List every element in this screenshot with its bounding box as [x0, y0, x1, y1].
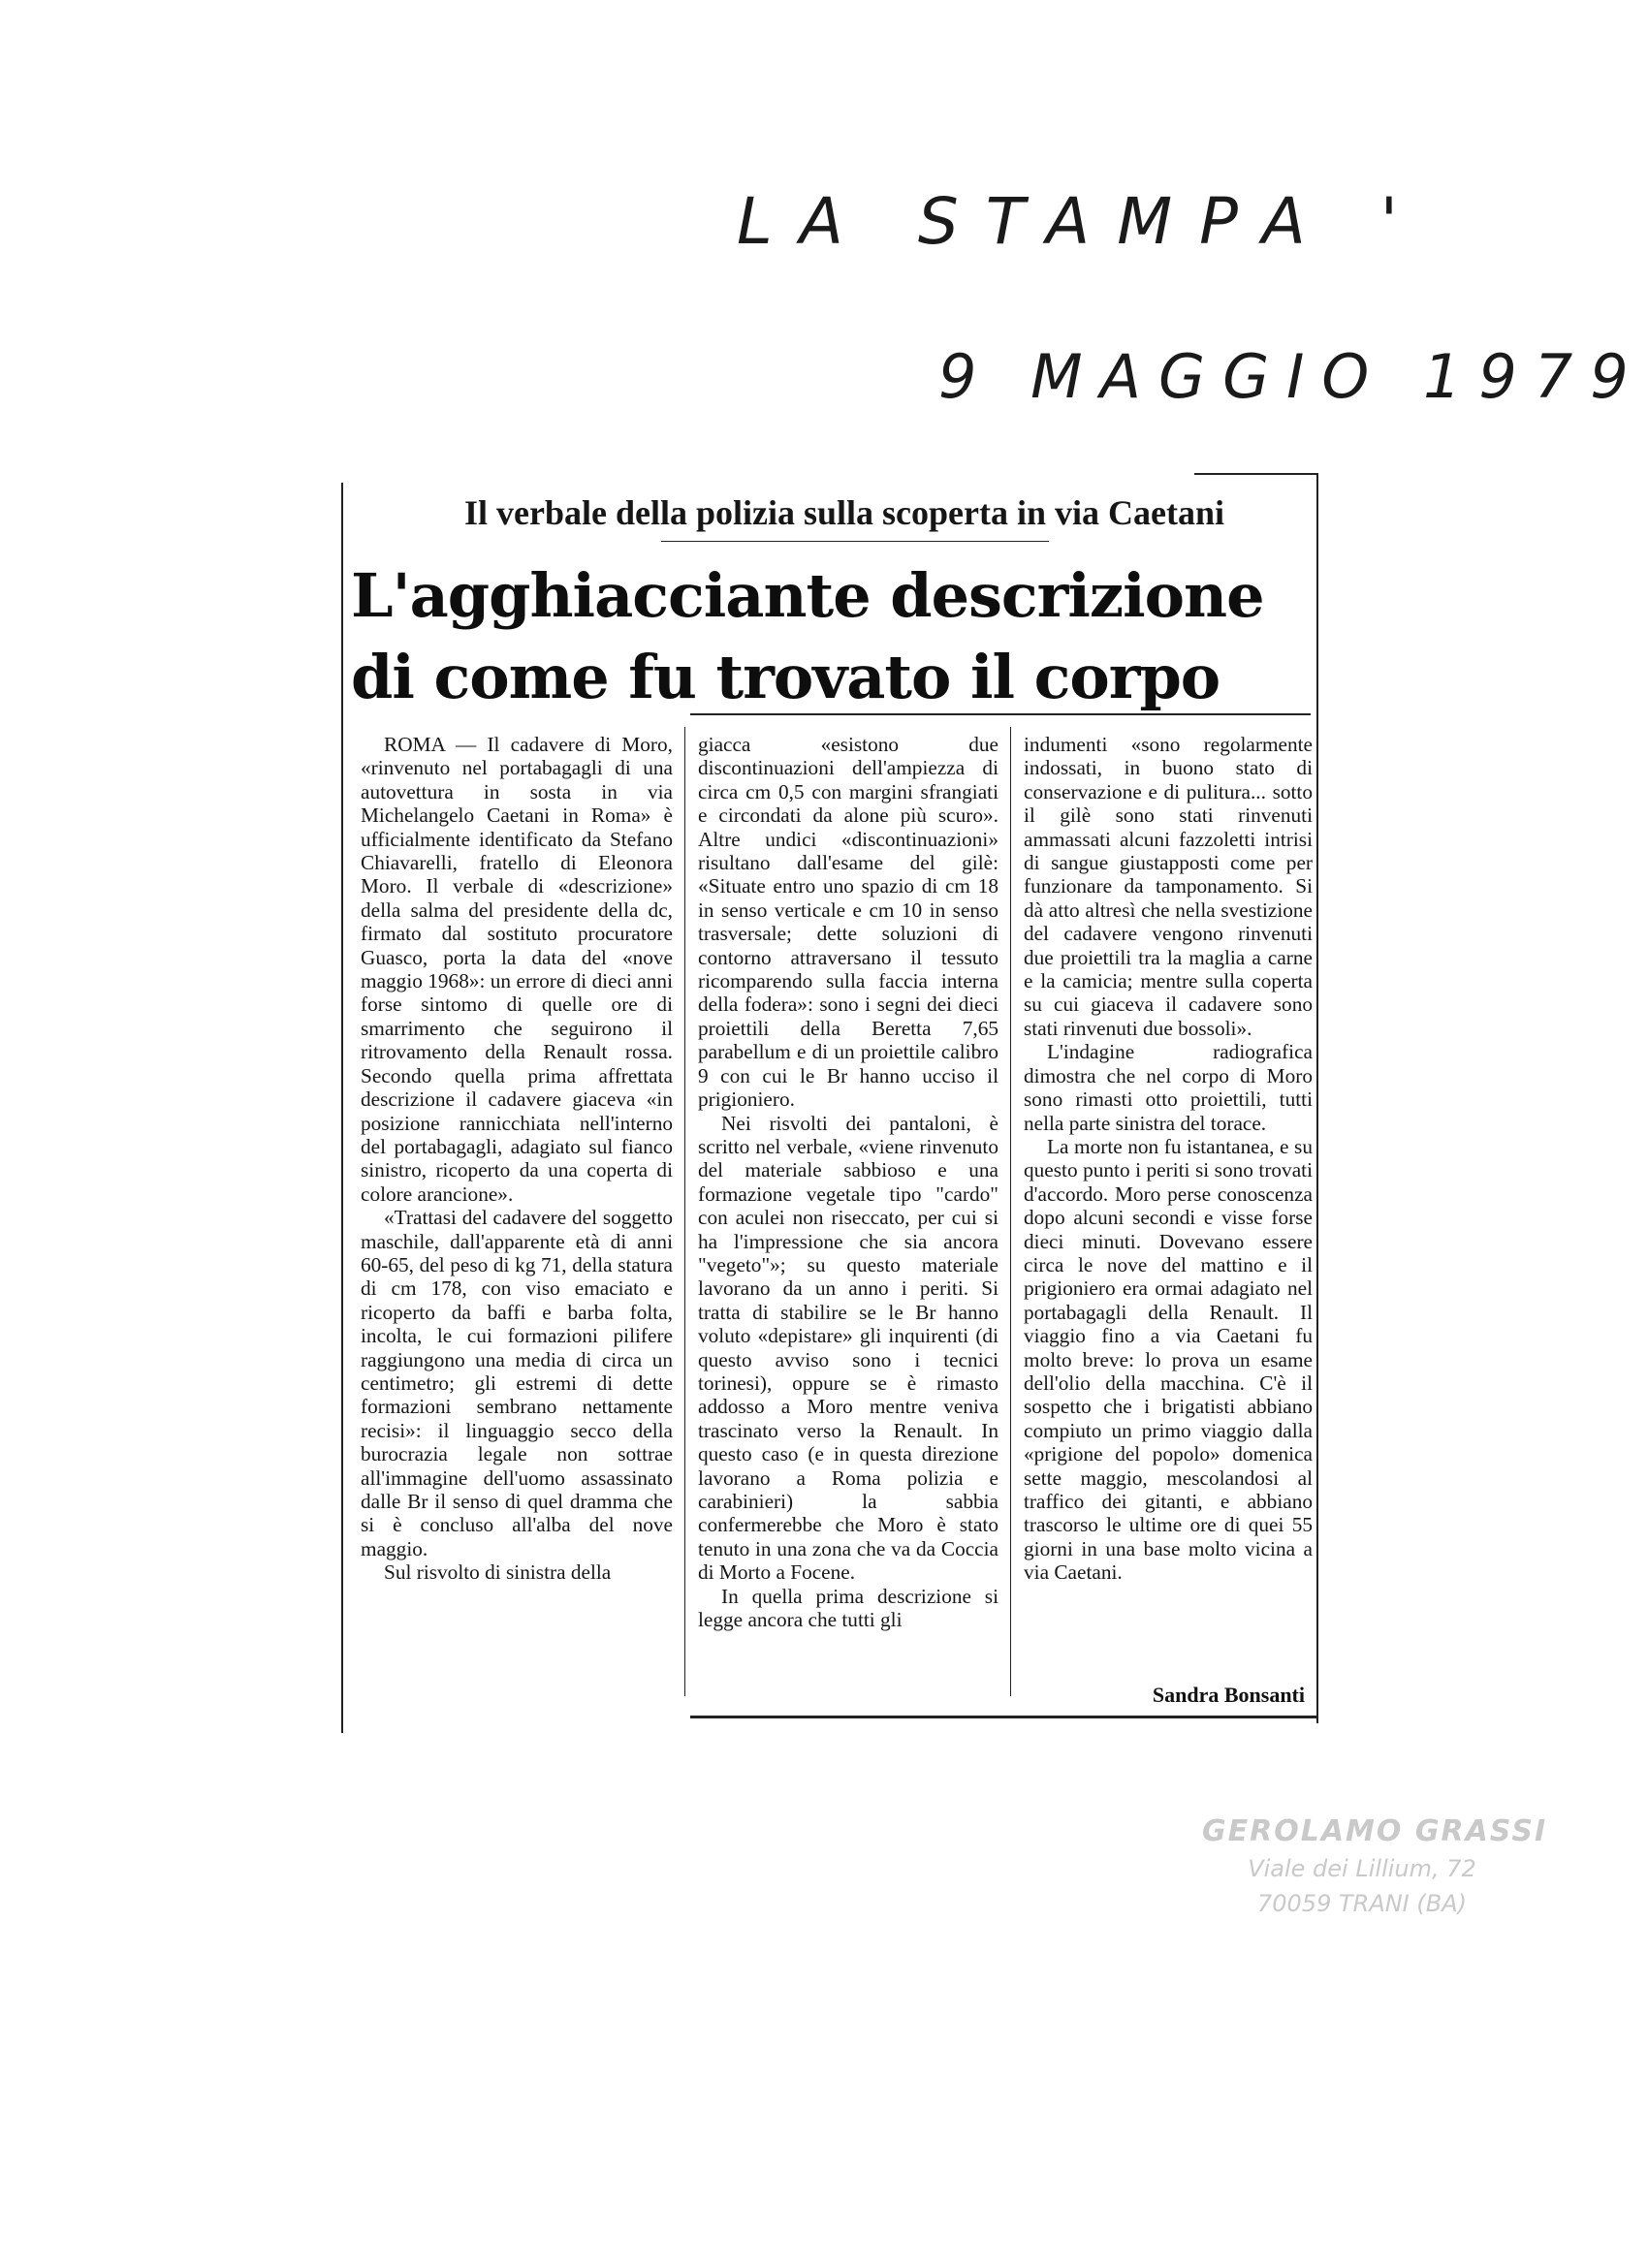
column-3-paragraph: La morte non fu istantanea, e su questo punto i periti si sono trovati d'accordo. Moro perse conoscenza dopo alcuni secondi e visse forse dieci minuti. Dovevano essere circa le nove del mattino e il prigioniero era ormai adagiato nel portabagagli della Renault. Il viaggio fino a via Caetani fu molto breve: lo prova un esame dell'olio della macchina. C'è il sospetto che i brigatisti abbiano compiuto un primo viaggio dalla «prigione del popolo» domenica sette maggio, mescolandosi al traffico dei gitanti, e abbiano trascorso le ultime ore di quei 55 giorni in una base molto vicina a via Caetani. [1024, 1134, 1313, 1585]
headline-rule [690, 713, 1311, 715]
column-1-paragraph: «Trattasi del cadavere del soggetto maschile, dall'apparente età di anni 60-65, del peso di kg 71, della statura di cm 178, con viso emaciato e ricoperto da baffi e barba folta, incolta, le cui formazioni pilifere raggiungono una media di circa un centimetro; gli estremi di dette formazioni sembrano nettamente recisi»: il linguaggio secco della burocrazia legale non sottrae all'immagine dell'uomo assassinato dalle Br il senso di quel dramma che si è concluso all'alba del nove maggio. [361, 1206, 673, 1560]
stamp-name: GEROLAMO GRASSI [1202, 1814, 1548, 1848]
column-1-paragraph: ROMA — Il cadavere di Moro, «rinvenuto nel portabagagli di una autovettura in sosta in via Michelangelo Caetani in Roma» è ufficialmente identificato da Stefano Chiavarelli, fratello di Eleonora Moro. Il verbale di «descrizione» della salma del presidente della dc, firmato dal sostituto procuratore Guasco, porta la data del «nove maggio 1968»: un errore di dieci anni forse sintomo di quelle ore di smarrimento che seguirono il ritrovamento della Renault rossa. Secondo quella prima affrettata descrizione il cadavere giaceva «in posizione rannicchiata nell'interno del portabagagli, adagiato sul fianco sinistro, ricoperto da una coperta di colore arancione». [361, 733, 673, 1206]
article-column-3 [1024, 733, 1313, 1585]
article-headline-line2: di come fu trovato il corpo [351, 642, 1220, 712]
article-column-2 [698, 733, 998, 1631]
column-2-paragraph: In quella prima descrizione si legge ancora che tutti gli [698, 1584, 998, 1632]
article-column-1 [361, 733, 673, 1585]
clipping-top-rule [1194, 473, 1316, 475]
handwritten-date: 9 MAGGIO 1979 [938, 341, 1646, 412]
stamp-address: Viale dei Lillium, 72 [1248, 1855, 1476, 1882]
handwritten-source: LA STAMPA ' [737, 184, 1425, 259]
clipping-left-border [341, 483, 343, 1733]
kicker-underline [661, 541, 1049, 542]
newspaper-clipping [341, 473, 1318, 1721]
article-byline: Sandra Bonsanti [1152, 1683, 1305, 1707]
article-kicker: Il verbale della polizia sulla scoperta in via Caetani [464, 493, 1224, 532]
column-divider-1 [684, 727, 685, 1696]
clipping-right-border [1316, 473, 1318, 1723]
column-divider-2 [1010, 727, 1011, 1696]
column-2-paragraph: giacca «esistono due discontinuazioni dell'ampiezza di circa cm 0,5 con margini sfrangiati e circondati da alone più scuro». Altre undici «discontinuazioni» risultano dall'esame del gilè: «Situate entro uno spazio di cm 18 in senso verticale e cm 10 in senso trasversale; dette soluzioni di contorno attraversano il tessuto ricomparendo sulla faccia interna della fodera»: sono i segni dei dieci proiettili della Beretta 7,65 parabellum e di un proiettile calibro 9 con cui le Br hanno ucciso il prigioniero. [698, 733, 998, 1112]
article-headline-line1: L'agghiacciante descrizione [351, 560, 1264, 631]
column-3-paragraph: L'indagine radiografica dimostra che nel corpo di Moro sono rimasti otto proiettili, tutti nella parte sinistra del torace. [1024, 1040, 1313, 1135]
clipping-bottom-rule [690, 1716, 1316, 1718]
stamp-city: 70059 TRANI (BA) [1257, 1890, 1467, 1917]
column-3-paragraph: indumenti «sono regolarmente indossati, in buono stato di conservazione e di pulitura... sotto il gilè sono stati rinvenuti ammassati alcuni fazzoletti intrisi di sangue giustapposti come per funzionare da tamponamento. Si dà atto altresì che nella svestizione del cadavere vengono rinvenuti due proiettili tra la maglia a carne e la camicia; mentre sulla coperta su cui giaceva il cadavere sono stati rinvenuti due bossoli». [1024, 733, 1313, 1040]
column-2-paragraph: Nei risvolti dei pantaloni, è scritto nel verbale, «viene rinvenuto del materiale sabbioso e una formazione vegetale tipo "cardo" con aculei non riseccato, per cui si ha l'impressione che sia ancora "vegeto"»; su questo materiale lavorano da un anno i periti. Si tratta di stabilire se le Br hanno voluto «depistare» gli inquirenti (di questo avviso sono i tecnici torinesi), oppure se è rimasto addosso a Moro mentre veniva trascinato verso la Renault. In questo caso (e in questa direzione lavorano a Roma polizia e carabinieri) la sabbia confermerebbe che Moro è stato tenuto in una zona che va da Coccia di Morto a Focene. [698, 1111, 998, 1585]
column-1-paragraph: Sul risvolto di sinistra della [384, 1560, 612, 1585]
